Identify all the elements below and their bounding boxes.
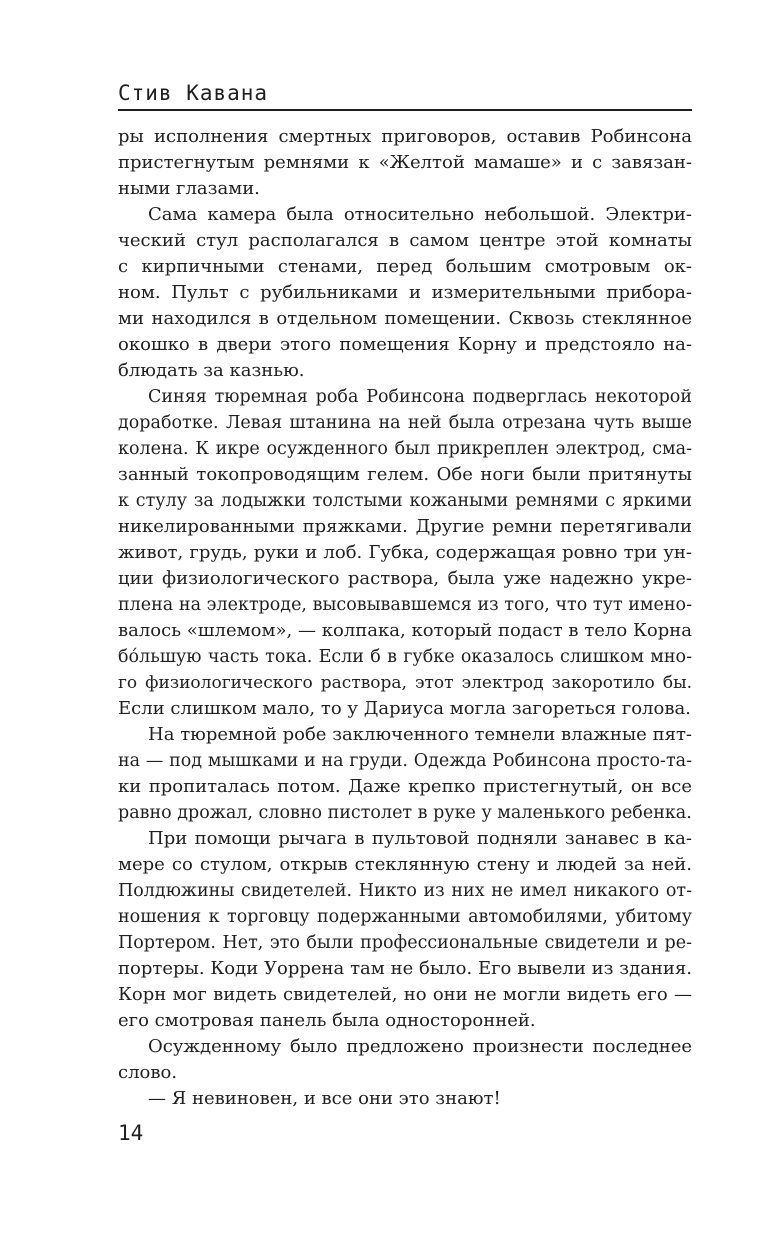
text-line: ции физиологического раствора, была уже надежно укре-: [118, 568, 692, 589]
text-line: Полдюжины свидетелей. Никто из них не имел никакого от-: [118, 881, 692, 901]
text-line: равно дрожал, словно пистолет в руке у маленького ребенка.: [118, 803, 692, 823]
text-line: ки пропиталась потом. Даже крепко пристегнутый, он все: [118, 776, 692, 797]
text-line: колена. К икре осужденного был прикреплен электрод, сма-: [118, 439, 692, 459]
text-line: валось «шлемом», — колпака, который подаст в тело Корна: [118, 620, 692, 641]
text-line: пристегнутым ремнями к «Желтой мамаше» и с завязан-: [118, 152, 692, 173]
header-rule: [118, 109, 692, 111]
text-line: Синяя тюремная роба Робинсона подверглась некоторой: [148, 387, 692, 407]
text-line: Осужденному было предложено произнести последнее: [148, 1036, 692, 1057]
text-line: На тюремной робе заключенного темнели влажные пят-: [148, 724, 692, 745]
page-number: 14: [118, 1121, 144, 1145]
text-line: ношения к торговцу подержанными автомобилями, убитому: [118, 907, 692, 927]
text-line: к стулу за лодыжки толстыми кожаными ремнями с яркими: [118, 491, 692, 511]
text-line: ми находился в отдельном помещении. Сквозь стеклянное: [118, 308, 692, 329]
text-line: с кирпичными стенами, перед большим смотровым ок-: [118, 256, 692, 277]
text-line: ческий стул располагался в самом центре этой комнаты: [118, 230, 692, 251]
text-line: никелированными пряжками. Другие ремни перетягивали: [118, 516, 692, 537]
text-line: — Я невиновен, и все они это знают!: [148, 1088, 501, 1109]
text-line: на — под мышками и на груди. Одежда Робинсона просто-та-: [118, 751, 692, 771]
text-line: ры исполнения смертных приговоров, оставив Робинсона: [118, 126, 692, 147]
text-line: занный токопроводящим гелем. Обе ноги были притянуты: [118, 464, 692, 485]
text-line: плена на электроде, высовывавшемся из того, что тут имено-: [118, 595, 692, 615]
text-line: окошко в двери этого помещения Корну и предстояло на-: [118, 334, 692, 355]
text-line: Сама камера была относительно небольшой. Электри-: [148, 204, 692, 225]
text-line: При помощи рычага в пультовой подняли занавес в ка-: [148, 828, 692, 849]
text-line: мере со стулом, открыв стеклянную стену и людей за ней.: [118, 854, 692, 875]
text-line: доработке. Левая штанина на ней была отрезана чуть выше: [118, 413, 692, 433]
text-line: ном. Пульт с рубильниками и измерительными прибора-: [118, 282, 692, 303]
text-line: ными глазами.: [118, 178, 260, 199]
text-line: портеры. Коди Уоррена там не было. Его вывели из здания.: [118, 958, 692, 979]
text-line: го физиологического раствора, этот электрод закоротило бы.: [118, 673, 692, 693]
text-line: слово.: [118, 1062, 178, 1083]
body-text: [118, 124, 692, 1112]
text-line: блюдать за казнью.: [118, 360, 305, 381]
text-line: живот, грудь, руки и лоб. Губка, содержащая ровно три ун-: [118, 542, 692, 563]
text-line: бóльшую часть тока. Если б в губке оказалось слишком мно-: [118, 647, 692, 667]
text-line: Корн мог видеть свидетелей, но они не могли видеть его —: [118, 984, 692, 1005]
text-line: Если слишком мало, то у Дариуса могла загореться голова.: [118, 698, 691, 719]
text-line: его смотровая панель была односторонней.: [118, 1010, 536, 1031]
running-head-title: Стив Кавана: [118, 81, 269, 105]
text-line: Портером. Нет, это были профессиональные свидетели и ре-: [118, 933, 692, 953]
